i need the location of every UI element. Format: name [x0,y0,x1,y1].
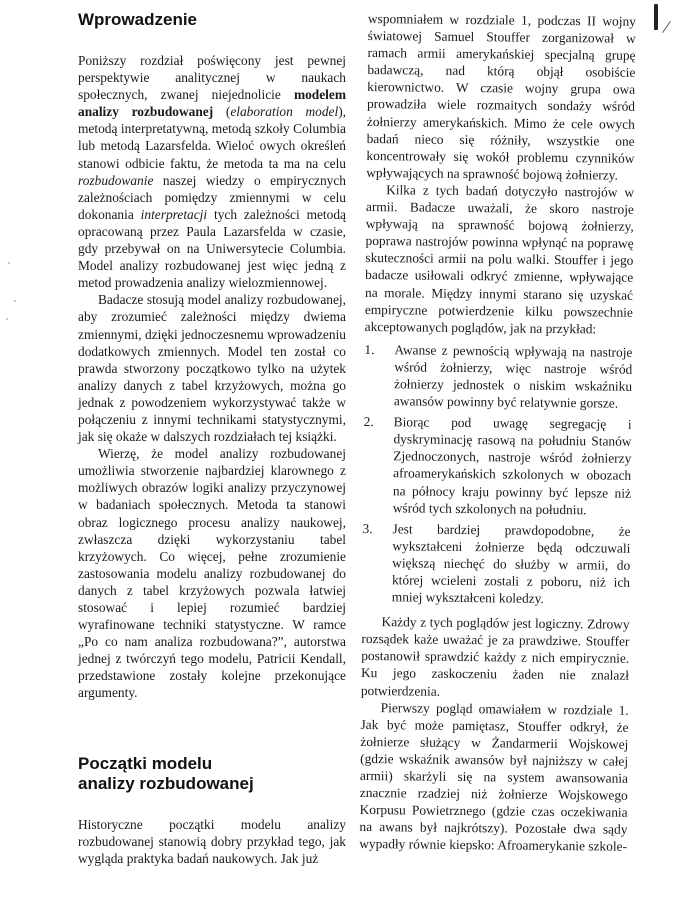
list-number: 1. [364,341,375,357]
list-text: Jest bardziej prawdopodobne, że wykształceni żołnierze będą odczuwali większą niechęć do służby w armii, do której wcieleni zostali z poboru, niż ich mniej wykształceni koledzy. [391,521,631,606]
first-view-paragraph: Pierwszy pogląd omawiałem w rozdziale 1. Jak być może pamiętasz, Stouffer odkrył, że żołnierze służący w Żandarmerii Wojskowej (gdzie wskaźnik awansów był najniższy w całej armii) skarżyli się na system awansowania znacznie rzadziej niż żołnierze Wojskowego Korpusu Powietrznego (gdzie czas oczekiwania na awans był najkrótszy). Pozostałe dwa sądy wypadły równie kiepsko: Afroamerykanie szkole- [359,699,629,855]
italic-term: interpretacji [140,206,208,222]
scan-speck [6,318,8,320]
right-column [359,10,636,855]
section-heading-introduction: Wprowadzenie [78,10,198,29]
list-number: 2. [363,414,374,430]
list-item [362,520,631,608]
intro-paragraph-2: Badacze stosują model analizy rozbudowanej, aby zrozumieć zależności między dwiema zmiennymi, dzięki jednoczesnemu wprowadzeniu dodatkowych zmiennych. Model ten został co prawda stworzony początkowo tylko na użytek analizy danych z tabel krzyżowych, można go jednak z powodzeniem wykorzystywać także w połączeniu z innymi technikami statystycznymi, jak się okaże w dalszych rozdziałach tej książki. [78,292,346,445]
margin-mark [654,4,658,30]
beliefs-list [362,341,633,608]
intro-paragraph-3: Wierzę, że model analizy rozbudowanej umożliwia stworzenie najbardziej klarownego z możliwych obrazów logiki analizy przyczynowej w badaniach społecznych. Metoda ta stanowi obraz logicznego procesu analizy naukowej, zwłaszcza dzięki wykorzystaniu tabel krzyżowych. Co więcej, pełne zrozumienie zastosowania modelu analizy rozbudowanej do danych z tabel krzyżowych pozwala łatwiej stosować i lepiej rozumieć bardziej wyrafinowane techniki statystyczne. W ramce „Po co nam analiza rozbudowana?”, autorstwa jednej z twórczyń tego modelu, Patricii Kendall, przedstawione zostały kolejne przekonujące argumenty. [78,446,346,701]
text-run: ( [213,104,231,120]
margin-tick [662,21,671,33]
section-heading-origins [78,754,346,794]
text-run: tych zależności metodą opracowaną przez Paula Lazarsfelda w czasie, gdy przebywał on na Uniwersytecie Columbia. Model analizy rozbudowanej jest więc jedną z metod prowadzenia analizy wielozmiennowej. [78,206,346,291]
text-run: Poniższy rozdział poświęcony jest pewnej perspektywie analitycznej w naukach społecznych, zwanej niejednolicie [78,53,346,103]
text-run: ), metodą interpretatywną, metodą szkoły Columbia lub metodą Lazarsfelda. Wieloć owych określeń stanowi odbicie faktu, że metoda ta ma na celu [78,104,347,171]
left-column [78,10,346,867]
list-item [364,341,633,412]
logic-paragraph: Każdy z tych poglądów jest logiczny. Zdrowy rozsądek każe uważać je za prawdziwe. Stouffer postanowił sprawdzić każdy z nich empirycznie. Ku jego zaskoczeniu żaden nie znalazł potwierdzenia. [360,614,630,699]
scan-speck [8,262,10,264]
text-run: naszej wiedzy o empirycznych zależnościach pomiędzy zmiennymi w celu dokonania [78,172,346,222]
stouffer-paragraph: wspomniałem w rozdziale 1, podczas II wojny światowej Samuel Stouffer zorganizował w ramach armii amerykańskiej specjalną grupę badawczą, nad którą objął osobiście kierownictwo. W czasie wojny grupa owa prowadziła wiele rozmaitych sondaży wśród żołnierzy amerykańskich. Mimo że cele owych badań nieco się różniły, wszystkie one koncentrowały się wokół problemu czynników wpływających na sprawność bojową żołnierzy. [366,10,636,183]
bold-term: modelem analizy rozbudowanej [78,87,346,120]
italic-term: elaboration model [230,104,339,120]
morale-paragraph: Kilka z tych badań dotyczyło nastrojów w armii. Badacze uważali, że skoro nastroje wpływają na sprawność bojową żołnierzy, poprawa nastrojów powinna wpłynąć na poprawę skuteczności armii na polu walki. Stouffer i jego badacze usiłowali odkryć zmienne, wpływające na morale. Między innymi starano się uzyskać empiryczne potwierdzenie kilku powszechnie akceptowanych poglądów, jak na przykład: [364,182,635,337]
list-number: 3. [362,520,373,536]
origins-paragraph-1: Historyczne początki modelu analizy rozbudowanej stanowią dobry przykład tego, jak wygląda praktyka badań naukowych. Jak już [78,816,346,866]
heading-line: analizy rozbudowanej [78,773,254,793]
intro-paragraph-1 [78,52,346,291]
scan-speck [14,300,16,302]
heading-line: Początki modelu [78,753,213,773]
list-item [363,413,632,518]
list-text: Biorąc pod uwagę segregację i dyskryminację rasową na południu Stanów Zjednoczonych, nastroje wśród żołnierzy afroamerykańskich szkolonych w obozach na północy kraju powinny być lepsze niż wśród tych szkolonych na południu. [392,414,632,517]
italic-term: rozbudowanie [78,172,154,188]
list-text: Awanse z pewnością wpływają na nastroje wśród żołnierzy, więc nastroje wśród żołnierzy jednostek o niskim wskaźniku awansów powinny być relatywnie gorsze. [393,342,633,411]
